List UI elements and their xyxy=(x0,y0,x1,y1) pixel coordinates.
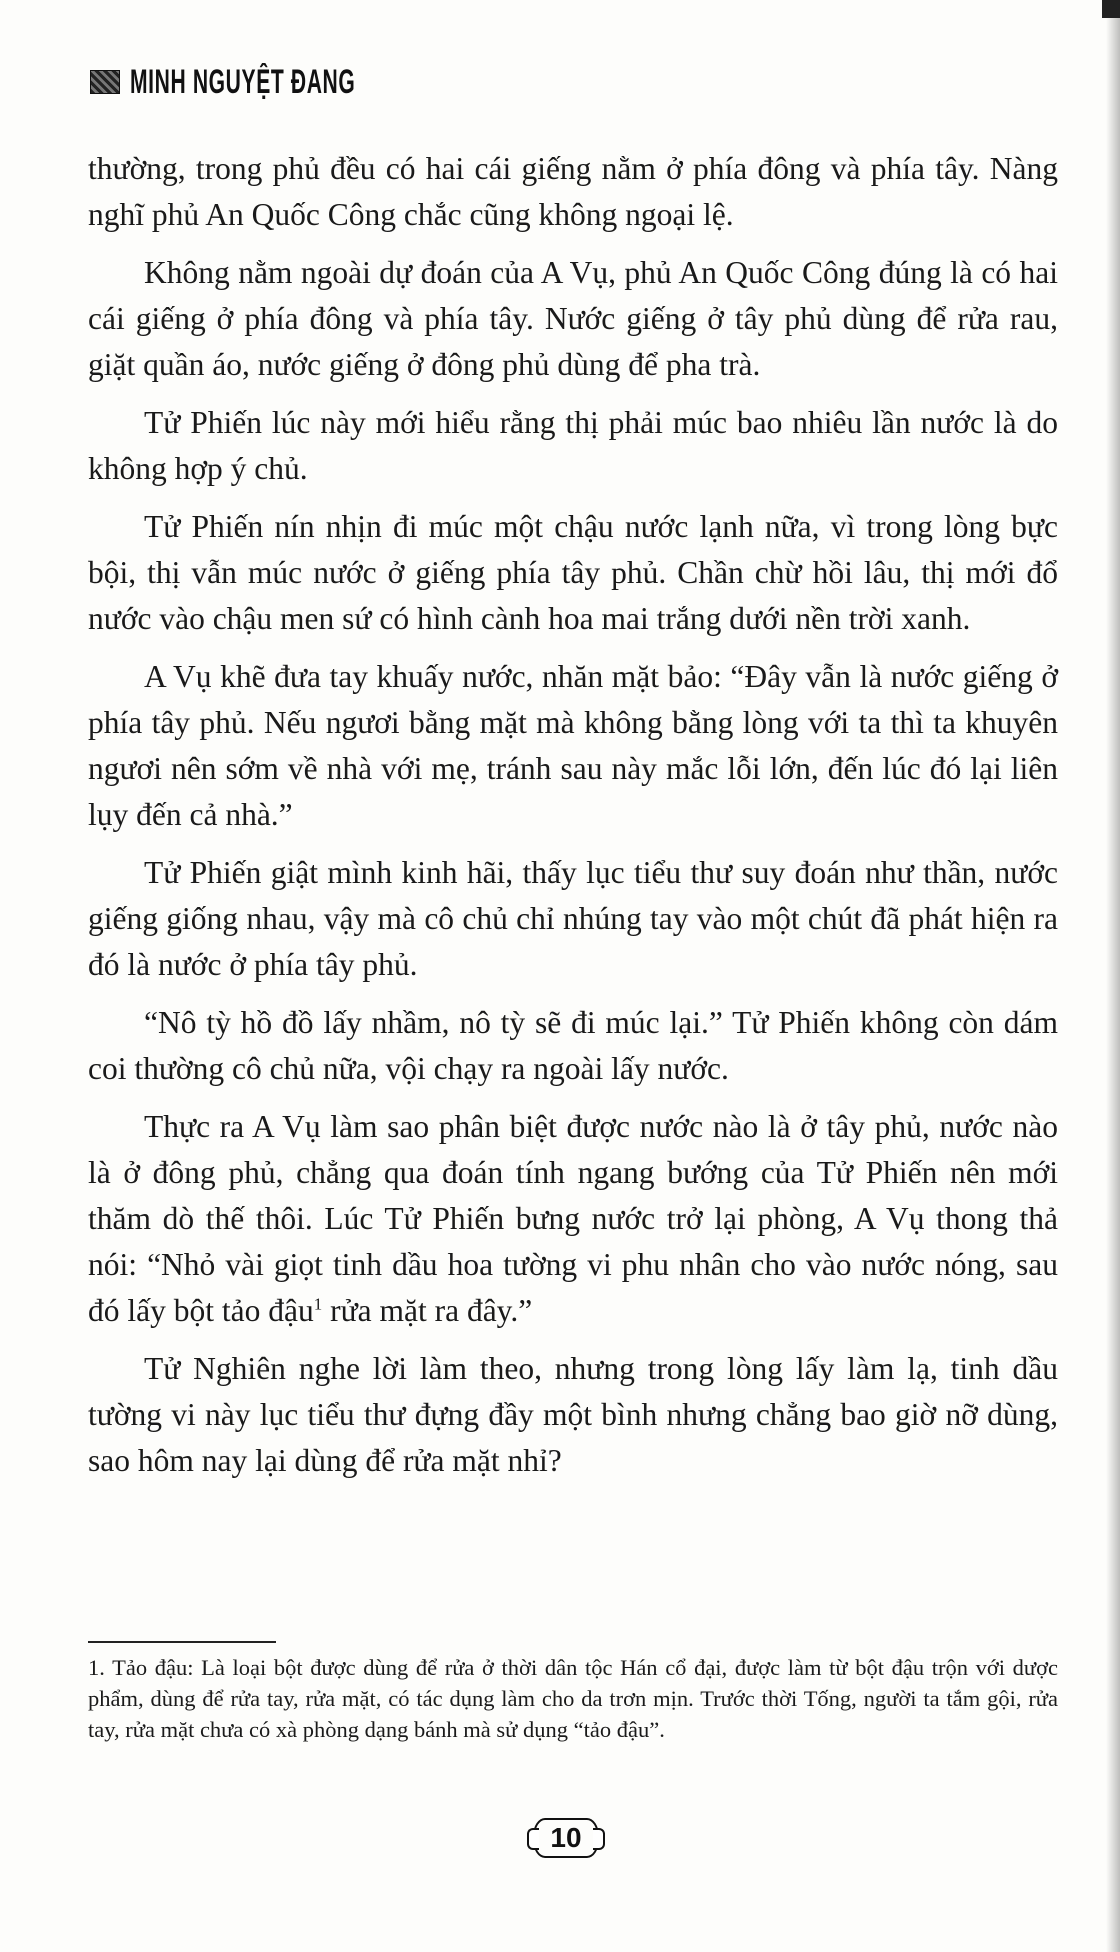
page-number-label: 10 xyxy=(550,1822,582,1853)
footnote-divider xyxy=(88,1641,276,1643)
body-text xyxy=(88,146,1058,1496)
running-header-title: MINH NGUYỆT ĐANG xyxy=(130,62,356,101)
paragraph: Không nằm ngoài dự đoán của A Vụ, phủ An Quốc Công đúng là có hai cái giếng ở phía đông và phía tây. Nước giếng ở tây phủ dùng để rửa rau, giặt quần áo, nước giếng ở đông phủ dùng để pha trà. xyxy=(88,255,1058,382)
paragraph: Tử Phiến lúc này mới hiểu rằng thị phải múc bao nhiêu lần nước là do không hợp ý chủ. xyxy=(88,405,1058,486)
paragraph: thường, trong phủ đều có hai cái giếng nằm ở phía đông và phía tây. Nàng nghĩ phủ An Quốc Công chắc cũng không ngoại lệ. xyxy=(88,151,1058,232)
page-edge-shadow xyxy=(1106,0,1120,1952)
corner-mark xyxy=(1102,0,1120,18)
paragraph: Tử Nghiên nghe lời làm theo, nhưng trong lòng lấy làm lạ, tinh dầu tường vi này lục tiểu thư đựng đầy một bình nhưng chẳng bao giờ nỡ dùng, sao hôm nay lại dùng để rửa mặt nhỉ? xyxy=(88,1351,1058,1478)
footnote: 1. Tảo đậu: Là loại bột được dùng để rửa ở thời dân tộc Hán cổ đại, được làm từ bột đậu trộn với dược phẩm, dùng để rửa tay, rửa mặt, có tác dụng làm cho da trơn mịn. Trước thời Tống, người ta tắm gội, rửa tay, rửa mặt chưa có xà phòng dạng bánh mà sử dụng “tảo đậu”. xyxy=(88,1655,1058,1742)
page-number xyxy=(533,1818,599,1858)
footnote-reference[interactable]: 1 xyxy=(313,1294,323,1314)
paragraph: A Vụ khẽ đưa tay khuấy nước, nhăn mặt bảo: “Đây vẫn là nước giếng ở phía tây phủ. Nếu ngươi bằng mặt mà không bằng lòng với ta thì ta khuyên ngươi nên sớm về nhà với mẹ, tránh sau này mắc lỗi lớn, đến lúc đó lại liên lụy đến cả nhà.” xyxy=(88,659,1058,832)
paragraph-text: Thực ra A Vụ làm sao phân biệt được nước nào là ở tây phủ, nước nào là ở đông phủ, chẳng qua đoán tính ngang bướng của Tử Phiến nên mới thăm dò thế thôi. Lúc Tử Phiến bưng nước trở lại phòng, A Vụ thong thả nói: “Nhỏ vài giọt tinh dầu hoa tường vi phu nhân cho vào nước nóng, sau đó lấy bột tảo đậu xyxy=(88,1109,1058,1328)
paragraph-text-tail: rửa mặt ra đây.” xyxy=(322,1293,533,1328)
book-ornament-icon xyxy=(90,70,120,94)
paragraph: “Nô tỳ hồ đồ lấy nhầm, nô tỳ sẽ đi múc lại.” Tử Phiến không còn dám coi thường cô chủ nữa, vội chạy ra ngoài lấy nước. xyxy=(88,1005,1058,1086)
paragraph: Tử Phiến giật mình kinh hãi, thấy lục tiểu thư suy đoán như thần, nước giếng giống nhau, vậy mà cô chủ chỉ nhúng tay vào một chút đã phát hiện ra đó là nước ở phía tây phủ. xyxy=(88,855,1058,982)
paragraph: Tử Phiến nín nhịn đi múc một chậu nước lạnh nữa, vì trong lòng bực bội, thị vẫn múc nước ở giếng phía tây phủ. Chần chừ hồi lâu, thị mới đổ nước vào chậu men sứ có hình cành hoa mai trắng dưới nền trời xanh. xyxy=(88,509,1058,636)
running-header xyxy=(90,62,494,102)
paragraph-with-footnote xyxy=(88,1104,1058,1334)
